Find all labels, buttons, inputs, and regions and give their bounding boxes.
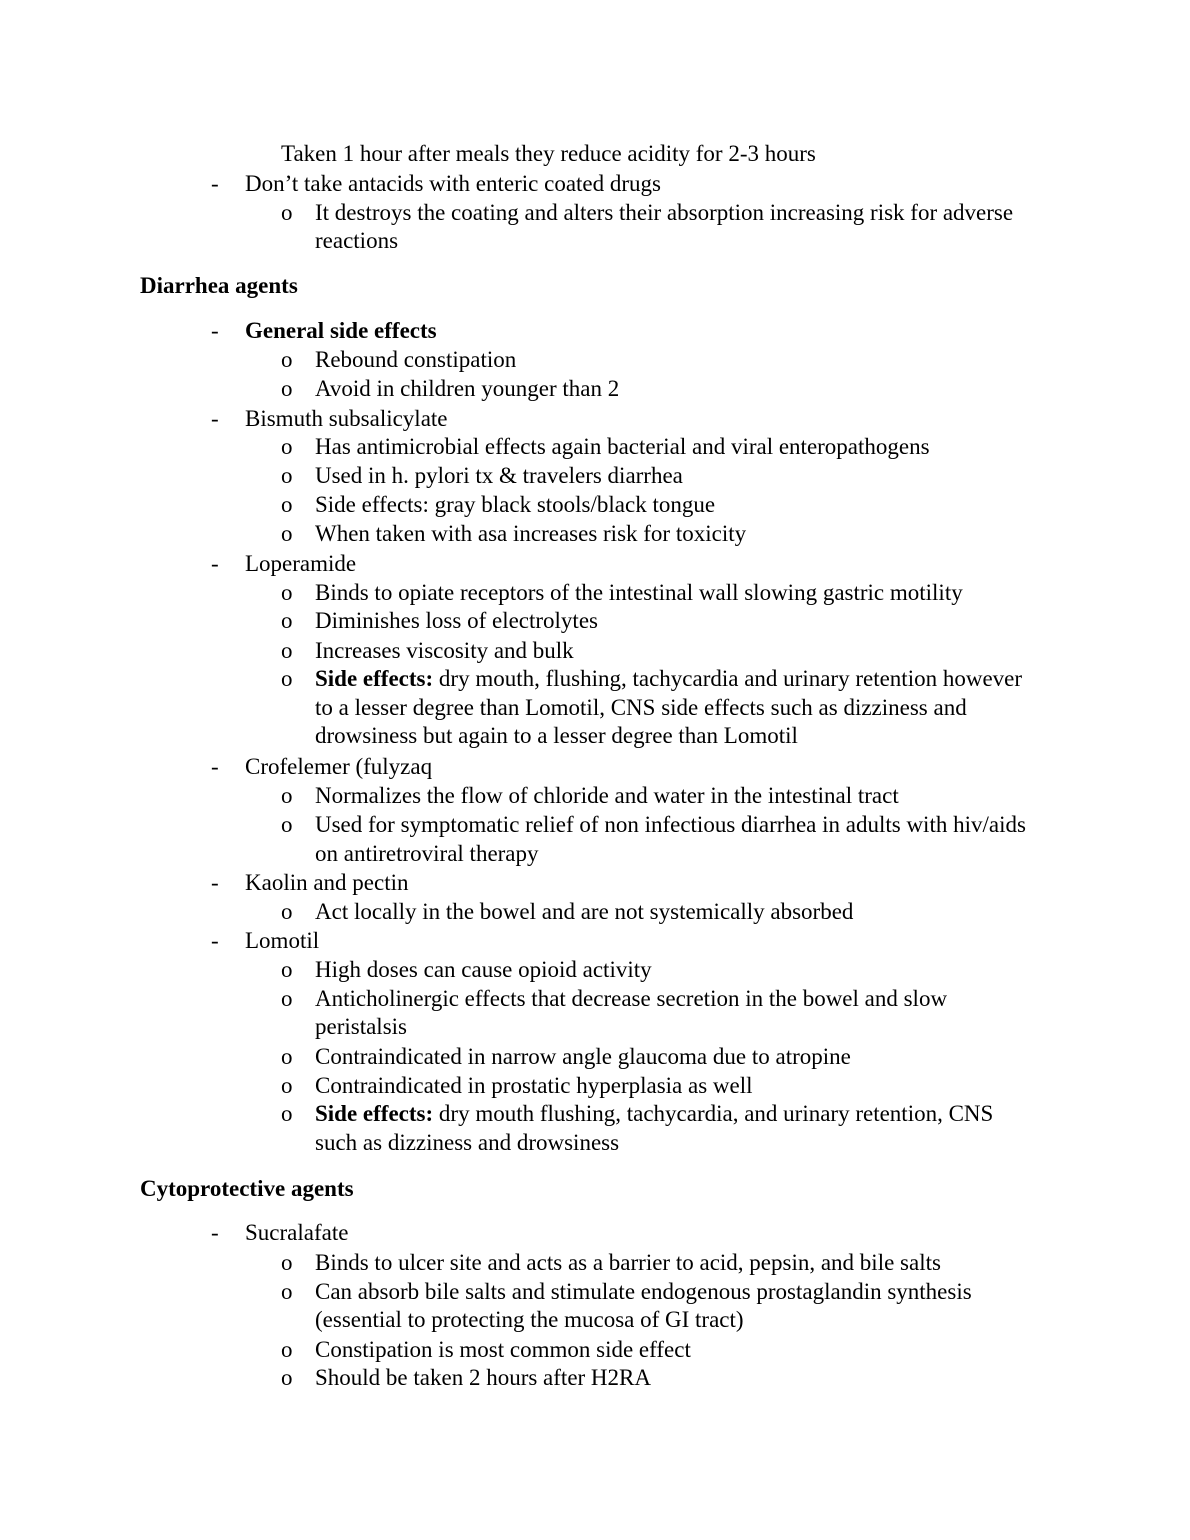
list-item: Should be taken 2 hours after H2RA <box>315 1365 651 1390</box>
list-item: Constipation is most common side effect <box>315 1337 691 1362</box>
list-item: Contraindicated in narrow angle glaucoma due to atropine <box>315 1044 851 1069</box>
bismuth-label: Bismuth subsalicylate <box>245 406 448 431</box>
list-item: High doses can cause opioid activity <box>315 957 652 982</box>
side-effects-text: dry mouth, flushing, tachycardia and urinary retention however <box>433 666 1023 691</box>
circle-marker: o <box>281 1101 293 1126</box>
loperamide-label: Loperamide <box>245 551 357 576</box>
section-heading-cytoprotective: Cytoprotective agents <box>140 1176 354 1201</box>
section-heading-diarrhea: Diarrhea agents <box>140 273 298 298</box>
side-effects-text: dry mouth flushing, tachycardia, and urinary retention, CNS <box>433 1101 994 1126</box>
list-item: Rebound constipation <box>315 347 517 372</box>
circle-marker: o <box>281 1044 293 1069</box>
list-item: Increases viscosity and bulk <box>315 638 574 663</box>
list-item: Has antimicrobial effects again bacterial and viral enteropathogens <box>315 434 930 459</box>
list-item: Anticholinergic effects that decrease secretion in the bowel and slow <box>315 986 948 1011</box>
dash-marker: - <box>211 171 219 196</box>
lomotil-side-effects <box>315 1100 993 1128</box>
circle-marker: o <box>281 666 293 691</box>
circle-marker: o <box>281 1250 293 1275</box>
circle-marker: o <box>281 899 293 924</box>
dash-marker: - <box>211 1220 219 1245</box>
dash-marker: - <box>211 928 219 953</box>
dash-marker: - <box>211 406 219 431</box>
list-item: Binds to opiate receptors of the intestinal wall slowing gastric motility <box>315 580 963 605</box>
side-effects-label: Side effects: <box>315 1101 434 1126</box>
list-item: Contraindicated in prostatic hyperplasia as well <box>315 1073 753 1098</box>
list-item-cont: on antiretroviral therapy <box>315 841 539 866</box>
circle-marker: o <box>281 812 293 837</box>
list-item: When taken with asa increases risk for toxicity <box>315 521 747 546</box>
general-side-effects-label: General side effects <box>245 318 437 343</box>
list-item: Normalizes the flow of chloride and water in the intestinal tract <box>315 783 899 808</box>
circle-marker: o <box>281 376 293 401</box>
side-effects-cont: such as dizziness and drowsiness <box>315 1130 620 1155</box>
circle-marker: o <box>281 1279 293 1304</box>
circle-marker: o <box>281 347 293 372</box>
circle-marker: o <box>281 492 293 517</box>
sucralafate-label: Sucralafate <box>245 1220 349 1245</box>
kaolin-label: Kaolin and pectin <box>245 870 409 895</box>
circle-marker: o <box>281 463 293 488</box>
list-item: Binds to ulcer site and acts as a barrier to acid, pepsin, and bile salts <box>315 1250 941 1275</box>
side-effects-cont: drowsiness but again to a lesser degree than Lomotil <box>315 723 798 748</box>
circle-marker: o <box>281 580 293 605</box>
circle-marker: o <box>281 521 293 546</box>
list-item-cont: peristalsis <box>315 1014 407 1039</box>
circle-marker: o <box>281 1365 293 1390</box>
circle-marker: o <box>281 638 293 663</box>
list-item: Used for symptomatic relief of non infectious diarrhea in adults with hiv/aids <box>315 812 1026 837</box>
circle-marker: o <box>281 434 293 459</box>
antacid-bullet: Don’t take antacids with enteric coated drugs <box>245 171 661 196</box>
list-item-cont: (essential to protecting the mucosa of GI tract) <box>315 1307 744 1332</box>
lomotil-label: Lomotil <box>245 928 320 953</box>
antacid-sub: It destroys the coating and alters their absorption increasing risk for adverse <box>315 200 1014 225</box>
circle-marker: o <box>281 1337 293 1362</box>
dash-marker: - <box>211 754 219 779</box>
list-item: Used in h. pylori tx & travelers diarrhea <box>315 463 683 488</box>
dash-marker: - <box>211 318 219 343</box>
list-item: Side effects: gray black stools/black tongue <box>315 492 716 517</box>
circle-marker: o <box>281 783 293 808</box>
list-item: Diminishes loss of electrolytes <box>315 608 598 633</box>
list-item: Can absorb bile salts and stimulate endogenous prostaglandin synthesis <box>315 1279 972 1304</box>
list-item: Avoid in children younger than 2 <box>315 376 620 401</box>
circle-marker: o <box>281 608 293 633</box>
list-item: Act locally in the bowel and are not systemically absorbed <box>315 899 854 924</box>
intro-continuation: Taken 1 hour after meals they reduce acidity for 2-3 hours <box>281 141 816 166</box>
side-effects-label: Side effects: <box>315 666 434 691</box>
circle-marker: o <box>281 957 293 982</box>
side-effects-cont: to a lesser degree than Lomotil, CNS side effects such as dizziness and <box>315 695 967 720</box>
crofelemer-label: Crofelemer (fulyzaq <box>245 754 433 779</box>
loperamide-side-effects <box>315 665 1022 693</box>
circle-marker: o <box>281 1073 293 1098</box>
dash-marker: - <box>211 870 219 895</box>
circle-marker: o <box>281 200 293 225</box>
dash-marker: - <box>211 551 219 576</box>
circle-marker: o <box>281 986 293 1011</box>
antacid-sub-cont: reactions <box>315 228 399 253</box>
